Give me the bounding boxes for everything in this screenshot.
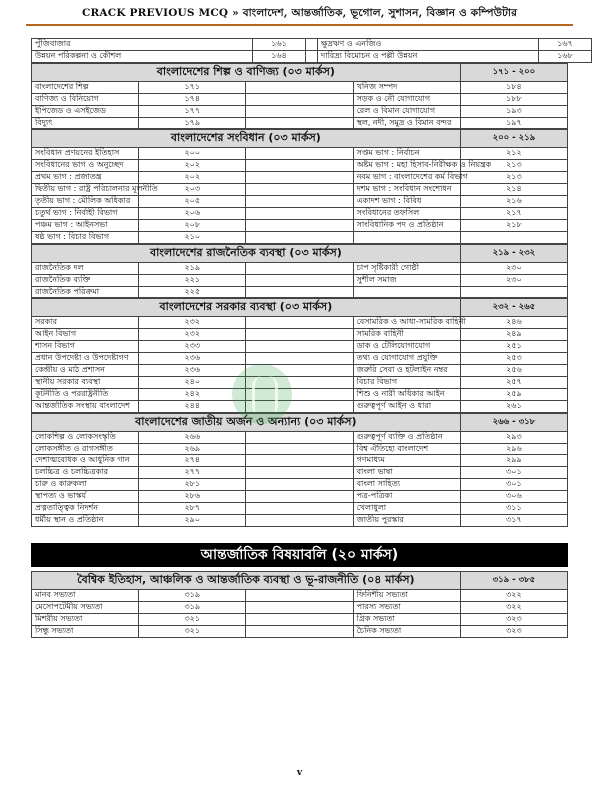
- index-row: [32, 81, 568, 93]
- page-right: ২১৮: [460, 219, 567, 231]
- column-gap: [246, 93, 353, 105]
- column-gap: [246, 105, 353, 117]
- topic-left: পুঁজিবাজার: [32, 39, 253, 51]
- index-row: [32, 341, 568, 353]
- page-right: ৩২৩: [460, 625, 567, 637]
- topic-right: গণমাধ্যম: [353, 455, 460, 467]
- page-left: ৩১৯: [139, 601, 246, 613]
- page-right: ২৯৩: [460, 431, 567, 443]
- column-gap: [246, 262, 353, 274]
- page-left: ২০৩: [139, 184, 246, 196]
- page-left: ১৭৯: [139, 117, 246, 129]
- topic-left: দ্বিতীয় ভাগ : রাষ্ট্র পরিচালনার মূলনীতি: [32, 184, 139, 196]
- index-row: [32, 50, 592, 62]
- page-right: ৩১১: [460, 503, 567, 515]
- page-left: ১৭১: [139, 81, 246, 93]
- column-gap: [246, 601, 353, 613]
- topic-right: তথ্য ও যোগাযোগ প্রযুক্তি: [353, 353, 460, 365]
- column-gap: [246, 341, 353, 353]
- column-gap: [246, 353, 353, 365]
- column-gap: [246, 589, 353, 601]
- topic-left: সংবিধানের ভাগ ও অনুচ্ছেদ: [32, 160, 139, 172]
- index-row: [32, 207, 568, 219]
- page-left: ২৪৪: [139, 400, 246, 412]
- topic-right: ক্ষুদ্রঋণ ও এনজিও: [318, 39, 539, 51]
- section-header-row: [32, 63, 568, 81]
- section-header-row: [32, 413, 568, 431]
- column-gap: [246, 274, 353, 286]
- page-left: ২৬৬: [139, 431, 246, 443]
- topic-left: ষষ্ঠ ভাগ : বিচার বিভাগ: [32, 231, 139, 243]
- topic-left: কেন্দ্রীয় ও মাঠ প্রশাসন: [32, 365, 139, 377]
- section-page-range: ১৭১ - ২০০: [460, 63, 567, 81]
- index-content: [31, 38, 573, 638]
- index-row: [32, 455, 568, 467]
- page-right: ২১৩: [460, 160, 567, 172]
- watermark-pen-icon: [252, 376, 278, 412]
- index-row: [32, 388, 568, 400]
- topic-left: সরকার: [32, 317, 139, 329]
- topic-right: রেল ও বিমান যোগাযোগ: [353, 105, 460, 117]
- section-title: বৈশ্বিক ইতিহাস, আঞ্চলিক ও আন্তর্জাতিক ব্যবস্থা ও ভূ-রাজনীতি (০৪ মার্কস): [32, 571, 461, 589]
- index-row: [32, 491, 568, 503]
- section-table: [31, 298, 568, 412]
- page-right: ১৬৭: [539, 39, 592, 51]
- topic-right: খনিজ সম্পদ: [353, 81, 460, 93]
- section-header-row: [32, 571, 568, 589]
- index-row: [32, 196, 568, 208]
- page-left: ২৩২: [139, 317, 246, 329]
- index-row: [32, 160, 568, 172]
- page-right: ২৫৯: [460, 388, 567, 400]
- index-row: [32, 93, 568, 105]
- topic-right: বিশ্ব ঐতিহ্যে বাংলাদেশ: [353, 443, 460, 455]
- page-left: ১৬৪: [253, 50, 306, 62]
- column-gap: [246, 431, 353, 443]
- page-left: ২০২: [139, 172, 246, 184]
- index-row: [32, 219, 568, 231]
- topic-right: গুরুত্বপূর্ণ ব্যক্তি ও প্রতিষ্ঠান: [353, 431, 460, 443]
- section-page-range: ২৩২ - ২৬৫: [460, 299, 567, 317]
- topic-left: বাংলাদেশের শিল্প: [32, 81, 139, 93]
- column-gap: [246, 613, 353, 625]
- page-right: ২১৭: [460, 207, 567, 219]
- page-right: ২৩০: [460, 274, 567, 286]
- index-row: [32, 274, 568, 286]
- topic-left: প্রধান উপদেষ্টা ও উপদেষ্টাগণ: [32, 353, 139, 365]
- page-right: ২৫১: [460, 341, 567, 353]
- page-left: ২২৫: [139, 286, 246, 298]
- index-row: [32, 625, 568, 637]
- page-right: ২৫৬: [460, 365, 567, 377]
- page-left: ২৭৭: [139, 467, 246, 479]
- section-header-row: [32, 244, 568, 262]
- page-right: ২৪৬: [460, 317, 567, 329]
- watermark-logo: [232, 364, 292, 424]
- topic-right: বিচার বিভাগ: [353, 376, 460, 388]
- page-left: ২৮৬: [139, 491, 246, 503]
- topic-left: রাজনৈতিক ব্যক্তি: [32, 274, 139, 286]
- page-left: ২০৫: [139, 196, 246, 208]
- topic-right: দশম ভাগ : সংবিধান সংশোধন: [353, 184, 460, 196]
- page-right: ২১৩: [460, 172, 567, 184]
- index-row: [32, 231, 568, 243]
- header-divider: [26, 24, 573, 26]
- column-gap: [246, 196, 353, 208]
- section-page-range: ২০০ - ২১৯: [460, 130, 567, 148]
- page-right: ২৫৩: [460, 353, 567, 365]
- index-row: [32, 601, 568, 613]
- section-page-range: ৩১৯ - ৩৮৫: [460, 571, 567, 589]
- topic-left: মেসোপটেমীয় সভ্যতা: [32, 601, 139, 613]
- column-gap: [246, 467, 353, 479]
- topic-right: জরুরি সেবা ও হটলাইন নম্বর: [353, 365, 460, 377]
- page-left: ২৮৭: [139, 503, 246, 515]
- topic-right: সড়ক ও নৌ যোগাযোগ: [353, 93, 460, 105]
- index-row: [32, 39, 592, 51]
- page-left: ২২১: [139, 274, 246, 286]
- page-right: ১৮৮: [460, 93, 567, 105]
- topic-right: নবম ভাগ : বাংলাদেশের কর্ম বিভাগ: [353, 172, 460, 184]
- topic-right: একাদশ ভাগ : বিবিধ: [353, 196, 460, 208]
- index-row: [32, 117, 568, 129]
- section-table: [31, 413, 568, 527]
- topic-right: চাপ সৃষ্টিকারী গোষ্ঠী: [353, 262, 460, 274]
- page-right: [460, 231, 567, 243]
- topic-right: চৈনিক সভ্যতা: [353, 625, 460, 637]
- column-gap: [246, 455, 353, 467]
- page-left: ২৩৬: [139, 353, 246, 365]
- topic-left: বিদ্যুৎ: [32, 117, 139, 129]
- column-gap: [246, 317, 353, 329]
- topic-left: উন্নয়ন পরিকল্পনা ও কৌশল: [32, 50, 253, 62]
- column-gap: [246, 172, 353, 184]
- topic-left: প্রত্নতাত্ত্বিক নিদর্শন: [32, 503, 139, 515]
- page-left: ২৩২: [139, 329, 246, 341]
- topic-right: সংবিধানের তফসিল: [353, 207, 460, 219]
- page-left: ২৭৪: [139, 455, 246, 467]
- column-gap: [246, 231, 353, 243]
- page-left: ৩১৯: [139, 589, 246, 601]
- topic-right: শিশু ও নারী অধিকার আইন: [353, 388, 460, 400]
- page-left: ২০২: [139, 160, 246, 172]
- international-banner: আন্তর্জাতিক বিষয়াবলি (২০ মার্কস): [31, 543, 568, 567]
- topic-right: গ্রিক সভ্যতা: [353, 613, 460, 625]
- section-header-row: [32, 299, 568, 317]
- page-left: ২৩৬: [139, 365, 246, 377]
- index-row: [32, 376, 568, 388]
- page-left: ২০৮: [139, 219, 246, 231]
- page-right: ৩০১: [460, 479, 567, 491]
- top-table-body: [32, 39, 592, 63]
- column-gap: [246, 148, 353, 160]
- column-gap: [246, 160, 353, 172]
- index-row: [32, 443, 568, 455]
- topic-left: মানব সভ্যতা: [32, 589, 139, 601]
- index-row: [32, 172, 568, 184]
- page-right: ১৮৪: [460, 81, 567, 93]
- page-right: ২৩০: [460, 262, 567, 274]
- sections-container: [31, 63, 568, 527]
- column-gap: [246, 503, 353, 515]
- topic-right: সুশীল সমাজ: [353, 274, 460, 286]
- page-right: ৩১৭: [460, 515, 567, 527]
- topic-right: পারস্য সভ্যতা: [353, 601, 460, 613]
- page-right: ১৬৮: [539, 50, 592, 62]
- page-left: ১৭৭: [139, 105, 246, 117]
- topic-right: বাংলা সাহিত্য: [353, 479, 460, 491]
- topic-left: তৃতীয় ভাগ : মৌলিক অধিকার: [32, 196, 139, 208]
- column-gap: [246, 184, 353, 196]
- column-gap: [246, 219, 353, 231]
- column-gap: [246, 286, 353, 298]
- index-row: [32, 479, 568, 491]
- topic-left: লোকশিল্প ও লোকসংস্কৃতি: [32, 431, 139, 443]
- section-table: [31, 244, 568, 299]
- topic-right: স্থল, নদী, সমুদ্র ও বিমান বন্দর: [353, 117, 460, 129]
- page-left: ৩২১: [139, 625, 246, 637]
- column-gap: [246, 329, 353, 341]
- index-row: [32, 286, 568, 298]
- section-title: বাংলাদেশের সরকার ব্যবস্থা (০৩ মার্কস): [32, 299, 461, 317]
- page-right: ১৯৩: [460, 105, 567, 117]
- page-left: ২০৬: [139, 207, 246, 219]
- topic-right: সামরিক বাহিনী: [353, 329, 460, 341]
- column-gap: [246, 491, 353, 503]
- topic-left: ইপিজেড ও এসইজেড: [32, 105, 139, 117]
- topic-left: চারু ও কারুকলা: [32, 479, 139, 491]
- page-right: ১৯৭: [460, 117, 567, 129]
- topic-left: পঞ্চম ভাগ : আইনসভা: [32, 219, 139, 231]
- topic-right: [353, 286, 460, 298]
- page-right: ২৬১: [460, 400, 567, 412]
- index-row: [32, 515, 568, 527]
- topic-right: দারিদ্র্য বিমোচন ও পল্লী উন্নয়ন: [318, 50, 539, 62]
- topic-left: চলচ্চিত্র ও চলচ্চিত্রকার: [32, 467, 139, 479]
- topic-right: ডাক ও টেলিযোগাযোগ: [353, 341, 460, 353]
- page-right: ৩০৬: [460, 491, 567, 503]
- column-gap: [246, 515, 353, 527]
- topic-right: গুরুত্বপূর্ণ আইন ও ধারা: [353, 400, 460, 412]
- index-row: [32, 503, 568, 515]
- page-right: ২১২: [460, 148, 567, 160]
- topic-left: শাসন বিভাগ: [32, 341, 139, 353]
- page-left: ৩২১: [139, 613, 246, 625]
- section-title: বাংলাদেশের সংবিধান (০৩ মার্কস): [32, 130, 461, 148]
- topic-left: চতুর্থ ভাগ : নির্বাহী বিভাগ: [32, 207, 139, 219]
- topic-left: আইন বিভাগ: [32, 329, 139, 341]
- page-right: ৩০১: [460, 467, 567, 479]
- index-row: [32, 467, 568, 479]
- section-table: [31, 129, 568, 243]
- page-left: ২৮১: [139, 479, 246, 491]
- page-left: ১৭৪: [139, 93, 246, 105]
- page-number: v: [296, 768, 303, 778]
- column-gap: [246, 479, 353, 491]
- section-title: বাংলাদেশের রাজনৈতিক ব্যবস্থা (০৩ মার্কস): [32, 244, 461, 262]
- page-right: ২১৬: [460, 196, 567, 208]
- column-gap: [246, 207, 353, 219]
- page-right: ৩২৩: [460, 613, 567, 625]
- index-row: [32, 148, 568, 160]
- topic-right: বাংলা ভাষা: [353, 467, 460, 479]
- section-table: [31, 63, 568, 130]
- topic-left: লোকসঙ্গীত ও রাগসঙ্গীত: [32, 443, 139, 455]
- page-left: ২৪২: [139, 388, 246, 400]
- page-right: ২১৪: [460, 184, 567, 196]
- topic-left: রাজনৈতিক পরিক্রমা: [32, 286, 139, 298]
- column-gap: [306, 50, 318, 62]
- index-row: [32, 262, 568, 274]
- index-row: [32, 431, 568, 443]
- index-row: [32, 400, 568, 412]
- topic-right: সপ্তম ভাগ : নির্বাচন: [353, 148, 460, 160]
- section-title: বাংলাদেশের শিল্প ও বাণিজ্য (০৩ মার্কস): [32, 63, 461, 81]
- topic-right: [353, 231, 460, 243]
- topic-left: সিন্ধু সভ্যতা: [32, 625, 139, 637]
- page-right: ২৪৯: [460, 329, 567, 341]
- index-row: [32, 613, 568, 625]
- top-index-table: [31, 38, 592, 63]
- column-gap: [306, 39, 318, 51]
- page-left: ২৩৩: [139, 341, 246, 353]
- page-header: CRACK PREVIOUS MCQ » বাংলাদেশ, আন্তর্জাতিক, ভূগোল, সুশাসন, বিজ্ঞান ও কম্পিউটার: [81, 7, 518, 19]
- column-gap: [246, 625, 353, 637]
- index-row: [32, 105, 568, 117]
- page-left: ২৬৯: [139, 443, 246, 455]
- page-right: ২৯৯: [460, 455, 567, 467]
- page-left: ২৯০: [139, 515, 246, 527]
- topic-left: সংবিধান প্রণয়নের ইতিহাস: [32, 148, 139, 160]
- section-header-row: [32, 130, 568, 148]
- topic-left: ধর্মীয় স্থান ও প্রতিষ্ঠান: [32, 515, 139, 527]
- topic-left: রাজনৈতিক দল: [32, 262, 139, 274]
- section-page-range: ২৬৬ - ৩১৮: [460, 413, 567, 431]
- index-row: [32, 329, 568, 341]
- section-title: বাংলাদেশের জাতীয় অর্জন ও অন্যান্য (০৩ মার্কস): [32, 413, 461, 431]
- page-right: ২৯৬: [460, 443, 567, 455]
- index-row: [32, 365, 568, 377]
- index-row: [32, 317, 568, 329]
- page-right: ৩২২: [460, 589, 567, 601]
- topic-left: আন্তর্জাতিক সংস্থায় বাংলাদেশ: [32, 400, 139, 412]
- page-left: ২৪০: [139, 376, 246, 388]
- topic-right: পত্র-পত্রিকা: [353, 491, 460, 503]
- index-row: [32, 184, 568, 196]
- page-left: ২০০: [139, 148, 246, 160]
- section-page-range: ২১৯ - ২৩২: [460, 244, 567, 262]
- column-gap: [246, 443, 353, 455]
- topic-right: খেলাধুলা: [353, 503, 460, 515]
- page-right: ২৫৭: [460, 376, 567, 388]
- topic-left: প্রথম ভাগ : প্রজাতন্ত্র: [32, 172, 139, 184]
- topic-left: মিশরীয় সভ্যতা: [32, 613, 139, 625]
- international-table: [31, 571, 568, 638]
- topic-right: জাতীয় পুরস্কার: [353, 515, 460, 527]
- page-right: [460, 286, 567, 298]
- index-row: [32, 589, 568, 601]
- topic-left: বাণিজ্য ও বিনিয়োগ: [32, 93, 139, 105]
- topic-right: বেসামরিক ও আধা-সামরিক বাহিনী: [353, 317, 460, 329]
- page-right: ৩২২: [460, 601, 567, 613]
- topic-left: কূটনীতি ও পররাষ্ট্রনীতি: [32, 388, 139, 400]
- column-gap: [246, 117, 353, 129]
- column-gap: [246, 81, 353, 93]
- topic-left: স্থানীয় সরকার ব্যবস্থা: [32, 376, 139, 388]
- international-table-body: [32, 571, 568, 637]
- page-left: ২১০: [139, 231, 246, 243]
- topic-left: দেশাত্মবোধক ও আধুনিক গান: [32, 455, 139, 467]
- topic-right: ফিনিশীয় সভ্যতা: [353, 589, 460, 601]
- topic-right: অষ্টম ভাগ : মহা হিসাব-নিরীক্ষক ও নিয়ন্ত্রক: [353, 160, 460, 172]
- topic-left: স্থাপত্য ও ভাস্কর্য: [32, 491, 139, 503]
- page-left: ১৬১: [253, 39, 306, 51]
- page-left: ২১৯: [139, 262, 246, 274]
- topic-right: সাংবিধানিক পদ ও প্রতিষ্ঠান: [353, 219, 460, 231]
- index-row: [32, 353, 568, 365]
